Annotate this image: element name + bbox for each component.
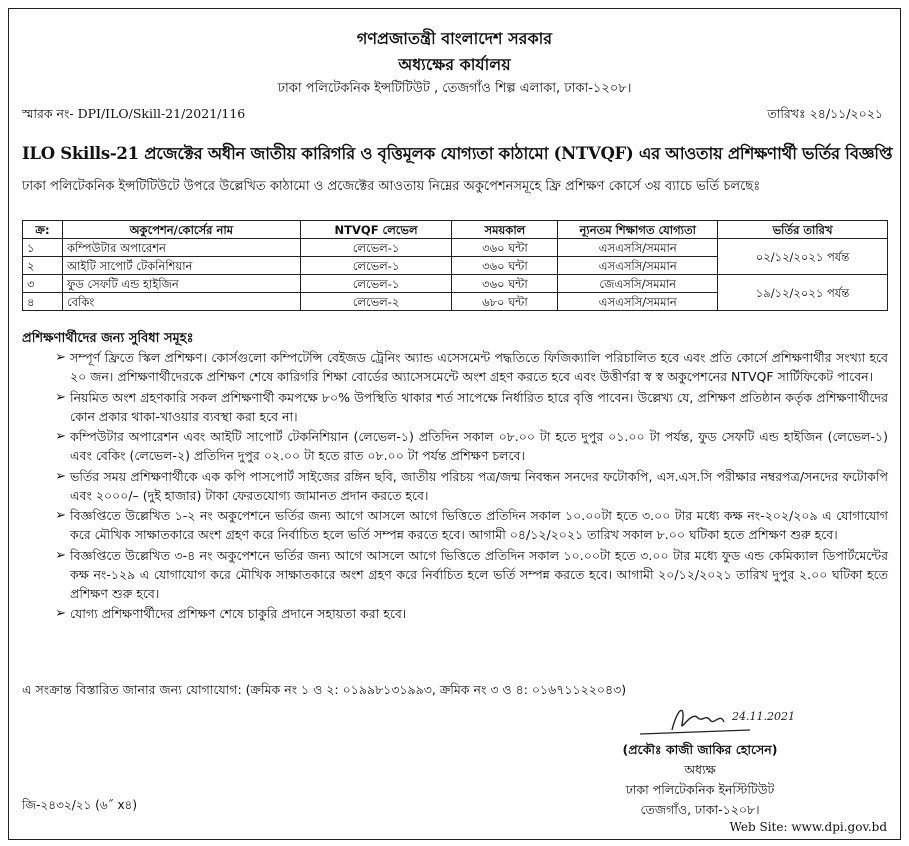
cell-level: লেভেল-১ <box>300 257 452 275</box>
list-item-text: নিয়মিত অংশ গ্রহণকারি সকল প্রশিক্ষণার্থী কমপক্ষে ৮০% উপস্থিতি থাকার শর্ত সাপেক্ষে নির্ধারিত হারে বৃত্তি পাবেন। উল্লেখ্য যে, প্রশিক্ষণ প্রতিষ্ঠান কর্তৃক প্রশিক্ষণার্থীদের কোন প্রকার থাকা-খাওয়ার ব্যবস্থা করা হবে না। <box>70 389 888 424</box>
col-header-occupation: অকুপেশন/কোর্সের নাম <box>62 221 300 239</box>
cell-occupation: আইটি সাপোর্ট টেকনিশিয়ান <box>62 257 300 275</box>
signatory-name: (প্রকৌঃ কাজী জাকির হোসেন) <box>622 742 778 757</box>
list-item <box>22 348 888 386</box>
list-item-text: ভর্তির সময় প্রশিক্ষণার্থীকে এক কপি পাসপোর্ট সাইজের রঙ্গিন ছবি, জাতীয় পরিচয় পত্র/জন্ম নিবন্ধন সনদের ফটোকপি, এস.এস.সি পরীক্ষার নম্বরপত্র/সনদের ফটোকপি এবং ২০০০/– (দুই হাজার) টাকা ফেরতযোগ্য জামানত প্রদান করতে হবে। <box>70 468 888 503</box>
cell-serial: ৩ <box>23 275 63 293</box>
cell-occupation: কম্পিউটার অপারেশন <box>62 239 300 257</box>
arrow-bullet-icon: ➢ <box>55 389 66 405</box>
col-header-qualification: ন্যূনতম শিক্ষাগত যোগ্যতা <box>558 221 718 239</box>
arrow-bullet-icon: ➢ <box>55 350 66 365</box>
list-item-text: কম্পিউটার অপারেশন এবং আইটি সাপোর্ট টেকনিশিয়ান (লেভেল-১) প্রতিদিন সকাল ০৮.০০ টা হতে দুপুর ০১.০০ টা পর্যন্ত, ফুড সেফটি এন্ড হাইজিন (লেভেল-১) এবং বেকিং (লেভেল-২) প্রতিদিন দুপুর ০২.০০ টা হতে রাত ০৮.০০ টা পর্যন্ত প্রশিক্ষণ চলবে। <box>70 429 888 463</box>
cell-admission-date: ০২/১২/২০২১ পর্যন্ত <box>718 239 888 275</box>
cell-duration: ৩৬০ ঘন্টা <box>452 239 558 257</box>
list-item-text: যোগ্য প্রশিক্ষণার্থীদের প্রশিক্ষণ শেষে চাকুরি প্রদানে সহায়তা করা হবে। <box>70 606 407 621</box>
notice-title: ILO Skills-21 প্রজেক্টের অধীন জাতীয় কারিগরি ও বৃত্তিমূলক যোগ্যতা কাঠামো (NTVQF) এর আওতায় প্রশিক্ষণার্থী ভর্তির বিজ্ঞপ্তি <box>22 144 893 163</box>
list-item-text: বিজ্ঞপ্তিতে উল্লেখিত ৩-৪ নং অকুপেশনে ভর্তির জন্য আগে আসলে আগে ভিত্তিতে প্রতিদিন সকাল ১০.০০টা হতে ৩.০০ টার মধ্যে ফুড এন্ড কেমিক্যাল ডিপার্টমেন্টের কক্ষ নং-১২৯ এ যোগাযোগ করে মৌখিক সাক্ষাতকারে অংশ গ্রহণ করে নির্বাচিত হলে ভর্তি সম্পন্ন করতে হবে। আগামী ২০/১২/২০২১ তারিখ দুপুর ২.০০ ঘটিকা হতে প্রশিক্ষণ শুরু হবে। <box>70 547 888 601</box>
cell-qualification: এসএসসি/সমমান <box>558 239 718 257</box>
facilities-list <box>22 348 888 625</box>
website-link[interactable]: Web Site: www.dpi.gov.bd <box>729 820 887 834</box>
cell-qualification: জেএসসি/সমমান <box>558 275 718 293</box>
list-item <box>22 604 888 623</box>
cell-level: লেভেল-১ <box>300 275 452 293</box>
arrow-bullet-icon: ➢ <box>55 547 66 563</box>
col-header-serial: ক্র: <box>23 221 63 239</box>
col-header-level: NTVQF লেভেল <box>300 221 452 239</box>
list-item <box>22 427 888 465</box>
signatory-address: তেজগাঁও, ঢাকা-১২০৮। <box>640 802 760 817</box>
cell-level: লেভেল-১ <box>300 239 452 257</box>
office-heading: অধ্যক্ষের কার্যালয় <box>398 55 511 74</box>
signatory-institute: ঢাকা পলিটেকনিক ইনস্টিটিউট <box>625 782 775 797</box>
arrow-bullet-icon: ➢ <box>55 429 66 444</box>
issue-date: তারিখঃ ২৪/১১/২০২১ <box>767 106 883 121</box>
arrow-bullet-icon: ➢ <box>55 468 66 484</box>
memo-number: স্মারক নং- DPI/ILO/Skill-21/2021/116 <box>22 106 246 121</box>
occupation-table <box>22 220 888 311</box>
cell-serial: ৪ <box>23 293 63 311</box>
arrow-bullet-icon: ➢ <box>55 508 66 523</box>
facilities-heading: প্রশিক্ষণার্থীদের জন্য সুবিধা সমূহঃ <box>22 331 194 346</box>
cell-duration: ৩৬০ ঘন্টা <box>452 257 558 275</box>
list-item-text: সম্পূর্ণ ফ্রিতে স্কিল প্রশিক্ষণ। কোর্সগুলো কম্পিটেন্সি বেইজড ট্রেনিং অ্যান্ড এসেসমেন্ট পদ্ধতিতে ফিজিক্যালি পরিচালিত হবে এবং প্রতি কোর্সে প্রশিক্ষণার্থীর সংখ্যা হবে ২০ জন। প্রশিক্ষণার্থীদেরকে প্রশিক্ষণ শেষে কারিগরি শিক্ষা বোর্ডের অ্যাসেসমেন্টে অংশ গ্রহণ করতে হবে এবং উত্তীর্ণরা স্ব স্ব অকুপেশনের NTVQF সার্টিফিকেট পাবেন। <box>70 350 888 384</box>
intro-paragraph: ঢাকা পলিটেকনিক ইন্সটিটিউটে উপরে উল্লেখিত কাঠামো ও প্রজেক্টের আওতায় নিম্নের অকুপেশনসমূহে ফ্রি প্রশিক্ষণ কোর্সে ৩য় ব্যাচে ভর্তি চলছেঃ <box>22 179 761 194</box>
list-item <box>22 388 888 426</box>
cell-duration: ৬৮০ ঘন্টা <box>452 293 558 311</box>
signature-date: 24.11.2021 <box>732 710 795 723</box>
cell-occupation: ফুড সেফটি এন্ড হাইজিন <box>62 275 300 293</box>
cell-level: লেভেল-২ <box>300 293 452 311</box>
table-row <box>23 275 888 293</box>
table-row <box>23 239 888 257</box>
signature-mark <box>600 700 800 740</box>
cell-serial: ২ <box>23 257 63 275</box>
government-heading: গণপ্রজাতন্ত্রী বাংলাদেশ সরকার <box>356 29 553 48</box>
cell-admission-date: ১৯/১২/২০২১ পর্যন্ত <box>718 275 888 311</box>
list-item-text: বিজ্ঞপ্তিতে উল্লেখিত ১-২ নং অকুপেশনে ভর্তির জন্য আগে আসলে আগে ভিত্তিতে প্রতিদিন সকাল ১০.০০টা হতে ৩.০০ টার মধ্যে কক্ষ নং-২০২/২০৯ এ যোগাযোগ করে মৌখিক সাক্ষাতকারে অংশ গ্রহণ করে নির্বাচিত হলে ভর্তি সম্পন্ন করতে হবে। আগামী ০৪/১২/২০২১ তারিখ সকাল ৮.০০ ঘটিকা হতে প্রশিক্ষণ শুরু হবে। <box>70 508 888 542</box>
cell-duration: ৩৬০ ঘন্টা <box>452 275 558 293</box>
print-code: জি-২৪৩২/২১ (৬˝ x৪) <box>22 798 138 812</box>
list-item <box>22 467 888 505</box>
list-item <box>22 546 888 603</box>
col-header-admission-date: ভর্তির তারিখ <box>718 221 888 239</box>
contact-info: এ সংক্রান্ত বিস্তারিত জানার জন্য যোগাযোগ: (ক্রমিক নং ১ ও ২: ০১৯৯৮১৩১৯৯৩, ক্রমিক নং ৩ ও ৪: ০১৬৭১১২২০৪৩) <box>22 682 627 697</box>
signatory-role: অধ্যক্ষ <box>684 762 716 777</box>
institute-address: ঢাকা পলিটেকনিক ইন্সটিটিউট , তেজগাঁও শিল্প এলাকা, ঢাকা-১২০৮। <box>277 81 632 96</box>
cell-serial: ১ <box>23 239 63 257</box>
cell-qualification: এসএসসি/সমমান <box>558 293 718 311</box>
arrow-bullet-icon: ➢ <box>55 606 66 621</box>
col-header-duration: সময়কাল <box>452 221 558 239</box>
cell-occupation: বেকিং <box>62 293 300 311</box>
cell-qualification: এসএসসি/সমমান <box>558 257 718 275</box>
list-item <box>22 506 888 544</box>
table-header-row <box>23 221 888 239</box>
